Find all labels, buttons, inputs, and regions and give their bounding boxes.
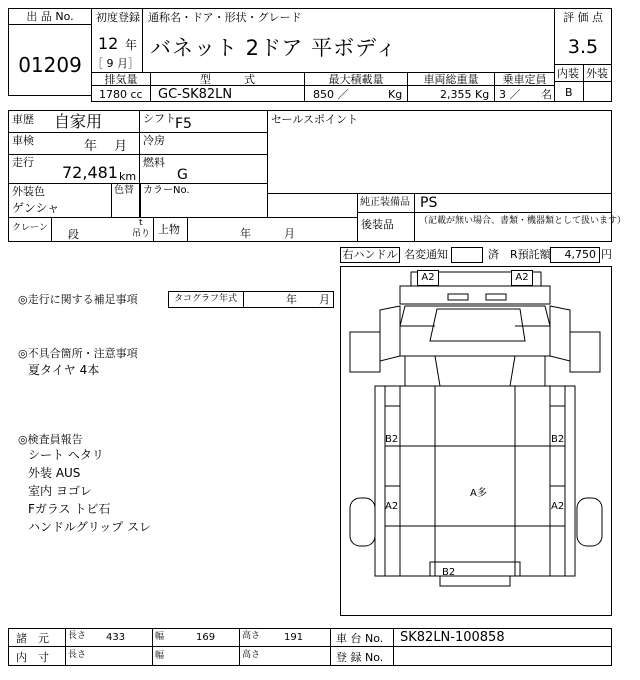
inspection-label: 車検 — [12, 134, 34, 147]
in-wid-label: 幅 — [155, 651, 165, 661]
color-no-label: カラーNo. — [143, 185, 190, 196]
max-load-label: 最大積載量 — [328, 73, 384, 86]
reg-label: 登 録 No. — [336, 651, 384, 664]
damage-mark: A2 — [511, 270, 533, 286]
max-load-unit: Kg — [388, 88, 403, 101]
shift-label: シフト — [143, 112, 176, 125]
damage-mark: B2 — [551, 434, 565, 445]
hgt-label: 高さ — [242, 631, 261, 641]
name-change-box — [451, 247, 483, 263]
damage-mark: A多 — [470, 488, 487, 499]
history: 自家用 — [54, 112, 103, 131]
score: 3.5 — [567, 36, 599, 58]
wid-label: 幅 — [155, 632, 165, 642]
crane-lift: 吊り — [132, 229, 151, 239]
damage-mark: B2 — [385, 434, 399, 445]
inspector-item: 外装 AUS — [28, 466, 81, 480]
in-hgt-label: 高さ — [242, 650, 261, 660]
dims-label: 諸 元 — [16, 632, 49, 645]
damage-mark: A2 — [417, 270, 439, 286]
car-name: バネット 2ドア 平ボディ — [150, 36, 398, 60]
recycle-amount: 4,750 — [564, 248, 596, 261]
tacho-label: タコグラフ年式 — [174, 294, 238, 304]
color-label: 外装色 — [12, 185, 45, 198]
crane-label: クレーン — [12, 223, 48, 233]
damage-mark: A2 — [551, 501, 565, 512]
mounted-label: 上物 — [158, 223, 180, 236]
score-label: 評 価 点 — [563, 11, 603, 24]
mounted-date: 年 月 — [240, 227, 295, 240]
driving-title: ◎走行に関する補足事項 — [18, 293, 138, 306]
model-label: 型 式 — [200, 73, 255, 86]
fuel: G — [177, 167, 188, 183]
equipment: PS — [420, 195, 438, 211]
first-reg-year: 12 — [98, 34, 119, 53]
sales-point-label: セールスポイント — [271, 113, 359, 126]
len: 433 — [106, 632, 126, 643]
car-name-label: 通称名・ドア・形状・グレード — [148, 11, 302, 24]
equipment-label: 純正装備品 — [360, 197, 410, 208]
capacity-unit: 名 — [541, 88, 552, 101]
chassis: SK82LN-100858 — [400, 630, 505, 645]
history-label: 車歴 — [12, 113, 34, 126]
yen: 円 — [601, 248, 612, 261]
tacho-value: 年 月 — [286, 293, 330, 306]
hgt: 191 — [284, 632, 304, 643]
capacity-label: 乗車定員 — [502, 73, 547, 86]
recycle-deposit-label: 済 R預託額 — [488, 248, 551, 261]
name-change: 名変通知 — [404, 248, 448, 261]
lot-no: 01209 — [18, 53, 82, 77]
inspector-item: シート ヘタリ — [28, 448, 104, 462]
gross-weight: 2,355 Kg — [440, 88, 490, 101]
defects-title: ◎不具合箇所・注意事項 — [18, 347, 138, 360]
len-label: 長さ — [68, 631, 87, 641]
first-reg-label: 初度登録 — [96, 11, 140, 24]
inner-label: 内 寸 — [16, 651, 49, 664]
interior-label: 内装 — [557, 67, 579, 80]
capacity: 3 ／ — [499, 88, 521, 101]
displacement: 1780 cc — [99, 88, 143, 101]
inspector-item: 室内 ヨゴレ — [28, 484, 92, 498]
shift: F5 — [175, 116, 192, 132]
model: GC-SK82LN — [158, 87, 233, 102]
crane-t: t — [139, 218, 143, 228]
ac-label: 冷房 — [143, 134, 165, 147]
interior-grade: B — [565, 86, 573, 99]
damage-mark: B2 — [442, 567, 456, 578]
color: ゲンシャ — [12, 201, 60, 215]
mileage: 72,481 — [62, 163, 118, 182]
inspector-item: ハンドルグリップ スレ — [28, 520, 152, 534]
mileage-label: 走行 — [12, 156, 34, 169]
inspector-item: Fガラス トビ石 — [28, 502, 111, 516]
fuel-label: 燃料 — [143, 156, 165, 169]
exterior-label: 外装 — [586, 67, 608, 80]
mileage-unit: km — [119, 170, 137, 183]
inspection: 年 月 — [84, 139, 128, 154]
crane-stage: 段 — [68, 228, 79, 241]
first-reg-month: ［ 9 月］ — [92, 57, 139, 70]
wid: 169 — [196, 632, 216, 643]
gross-weight-label: 車両総重量 — [423, 73, 479, 86]
chassis-label: 車 台 No. — [336, 632, 384, 645]
defect-item: 夏タイヤ 4本 — [28, 363, 100, 377]
aftermarket-label: 後装品 — [361, 218, 394, 231]
rhd: 右ハンドル — [342, 248, 398, 261]
year-unit: 年 — [125, 38, 138, 52]
damage-mark: A2 — [385, 501, 399, 512]
displacement-label: 排気量 — [104, 73, 138, 86]
inspector-title: ◎検査員報告 — [18, 433, 83, 446]
lot-no-label: 出 品 No. — [26, 10, 74, 23]
in-len-label: 長さ — [68, 650, 87, 660]
color-change-label: 色替 — [114, 185, 134, 196]
truck-outline — [340, 266, 612, 616]
aftermarket-note: （記載が無い場合、書類・機器類として扱います） — [419, 216, 627, 226]
max-load: 850 ／ — [313, 88, 349, 101]
